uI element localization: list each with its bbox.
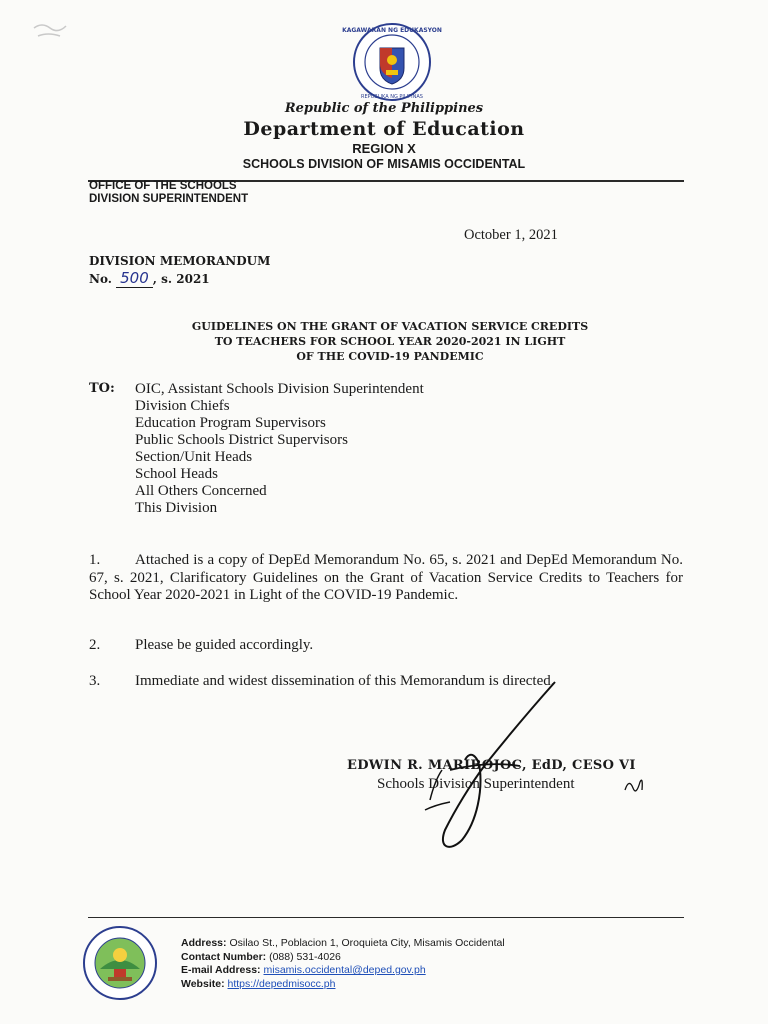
header-department: Department of Education [243,118,525,140]
paragraph-2-text: Please be guided accordingly. [135,637,314,653]
memo-title: DIVISION MEMORANDUM [89,254,271,268]
subject-line-2: TO TEACHERS FOR SCHOOL YEAR 2020-2021 IN LIGHT [214,335,566,348]
signatory-title: Schools Division Superintendent [377,776,575,792]
division-seal-icon [82,925,158,1001]
paragraph-2-number: 2. [89,637,101,653]
header-republic: Republic of the Philippines [284,101,484,116]
email-link[interactable]: misamis.occidental@deped.gov.ph [263,964,426,976]
memo-heading [89,253,270,288]
to-label: TO: [89,381,115,396]
memo-no-prefix: No. [89,272,112,286]
recipient-item: Division Chiefs [135,398,230,414]
paragraph-1 [89,552,683,605]
footer-email [181,964,505,978]
footer-address [181,937,505,951]
address-label: Address: [181,937,227,949]
footer-contact-number [181,951,505,965]
subject-line-3: OF THE COVID-19 PANDEMIC [296,350,484,363]
recipient-item: School Heads [135,466,218,482]
recipient-item: This Division [135,500,218,516]
subject-line-1: GUIDELINES ON THE GRANT OF VACATION SERVICE CREDITS [191,320,589,333]
footer-website [181,978,505,992]
office-block [89,180,248,206]
office-line-1: OFFICE OF THE SCHOOLS [89,180,237,192]
recipient-item: All Others Concerned [135,483,267,499]
footer-divider [88,917,684,918]
header-region: REGION X [352,141,416,156]
recipient-item: Education Program Supervisors [135,415,326,431]
paragraph-2 [89,637,313,655]
memo-subject [120,319,660,364]
svg-text:REPUBLIKA NG PILIPINAS: REPUBLIKA NG PILIPINAS [361,94,423,100]
recipient-item: Public Schools District Supervisors [135,432,348,448]
header-division: SCHOOLS DIVISION OF MISAMIS OCCIDENTAL [242,157,526,171]
email-label: E-mail Address: [181,964,261,976]
memo-number: 500 [116,269,153,288]
address-value: Osilao St., Poblacion 1, Oroquieta City, Misamis Occidental [229,937,505,949]
paragraph-1-number: 1. [89,552,101,568]
paragraph-3-number: 3. [89,673,101,689]
paragraph-1-text: Attached is a copy of DepEd Memorandum No. 65, s. 2021 and DepEd Memorandum No. 67, s. 2021, Clarificatory Guidelines on the Grant of Vacation Service Credits to Teachers for School Year 2020-2021 in Light of the COVID-19 Pandemic. [89,552,683,603]
memo-date: October 1, 2021 [464,227,558,243]
signatory-name: EDWIN R. MARIBOJOC, EdD, CESO VI [347,758,636,773]
contact-value: (088) 531-4026 [269,950,341,963]
paragraph-3-text: Immediate and widest dissemination of this Memorandum is directed. [135,673,555,689]
contact-label: Contact Number: [181,950,267,963]
office-line-2: DIVISION SUPERINTENDENT [89,193,249,205]
website-link[interactable]: https://depedmisocc.ph [227,977,336,990]
memo-series: , s. 2021 [152,272,210,286]
memo-number-line [89,270,210,288]
svg-text:KAGAWARAN NG EDUKASYON: KAGAWARAN NG EDUKASYON [342,27,442,34]
scan-mark [28,14,88,44]
recipient-list [135,381,424,517]
signature-icon [410,670,670,860]
recipient-item: OIC, Assistant Schools Division Superintendent [135,381,424,397]
deped-seal-icon [342,22,442,102]
website-label: Website: [181,977,225,990]
footer-contact [181,937,505,991]
recipient-item: Section/Unit Heads [135,449,253,465]
